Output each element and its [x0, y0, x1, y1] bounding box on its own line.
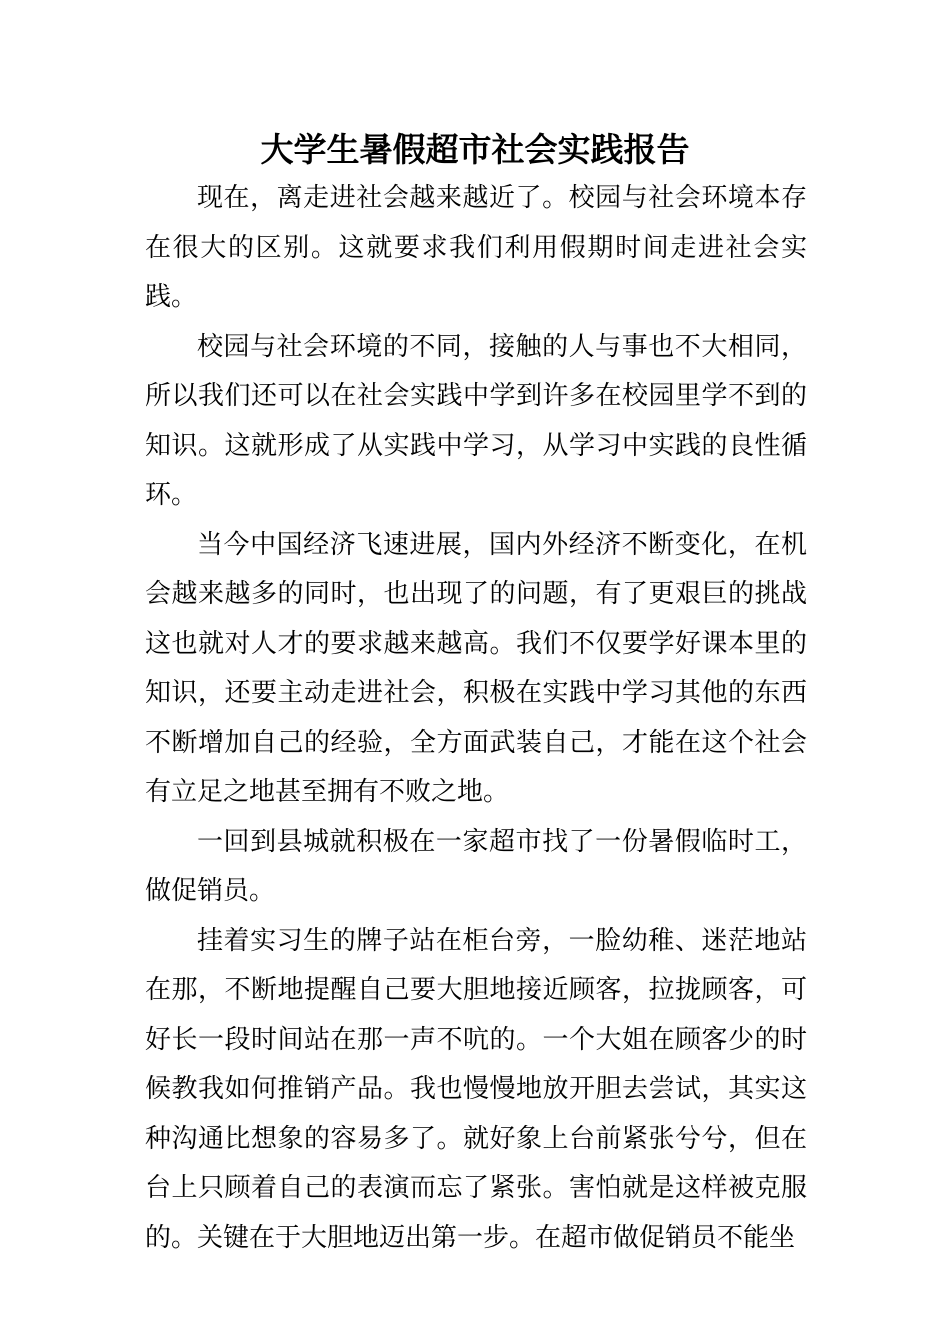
document-body [145, 174, 807, 1263]
paragraph-5: 挂着实习生的牌子站在柜台旁，一脸幼稚、迷茫地站在那，不断地提醒自己要大胆地接近顾客，拉拢顾客，可好长一段时间站在那一声不吭的。一个大姐在顾客少的时候教我如何推销产品。我也慢慢地放开胆去尝试，其实这种沟通比想象的容易多了。就好象上台前紧张兮兮，但在台上只顾着自己的表演而忘了紧张。害怕就是这样被克服的。关键在于大胆地迈出第一步。在超市做促销员不能坐 [145, 925, 807, 1253]
paragraph-4: 一回到县城就积极在一家超市找了一份暑假临时工，做促销员。 [145, 826, 807, 906]
paragraph-2: 校园与社会环境的不同，接触的人与事也不大相同，所以我们还可以在社会实践中学到许多在校园里学不到的知识。这就形成了从实践中学习，从学习中实践的良性循环。 [145, 331, 807, 510]
paragraph-1: 现在，离走进社会越来越近了。校园与社会环境本存在很大的区别。这就要求我们利用假期时间走进社会实践。 [145, 183, 807, 312]
document-title: 大学生暑假超市社会实践报告 [260, 130, 690, 169]
paragraph-3: 当今中国经济飞速进展，国内外经济不断变化，在机会越来越多的同时，也出现了的问题，有了更艰巨的挑战这也就对人才的要求越来越高。我们不仅要学好课本里的知识，还要主动走进社会，积极在实践中学习其他的东西不断增加自己的经验，全方面武装自己，才能在这个社会有立足之地甚至拥有不败之地。 [145, 529, 807, 807]
